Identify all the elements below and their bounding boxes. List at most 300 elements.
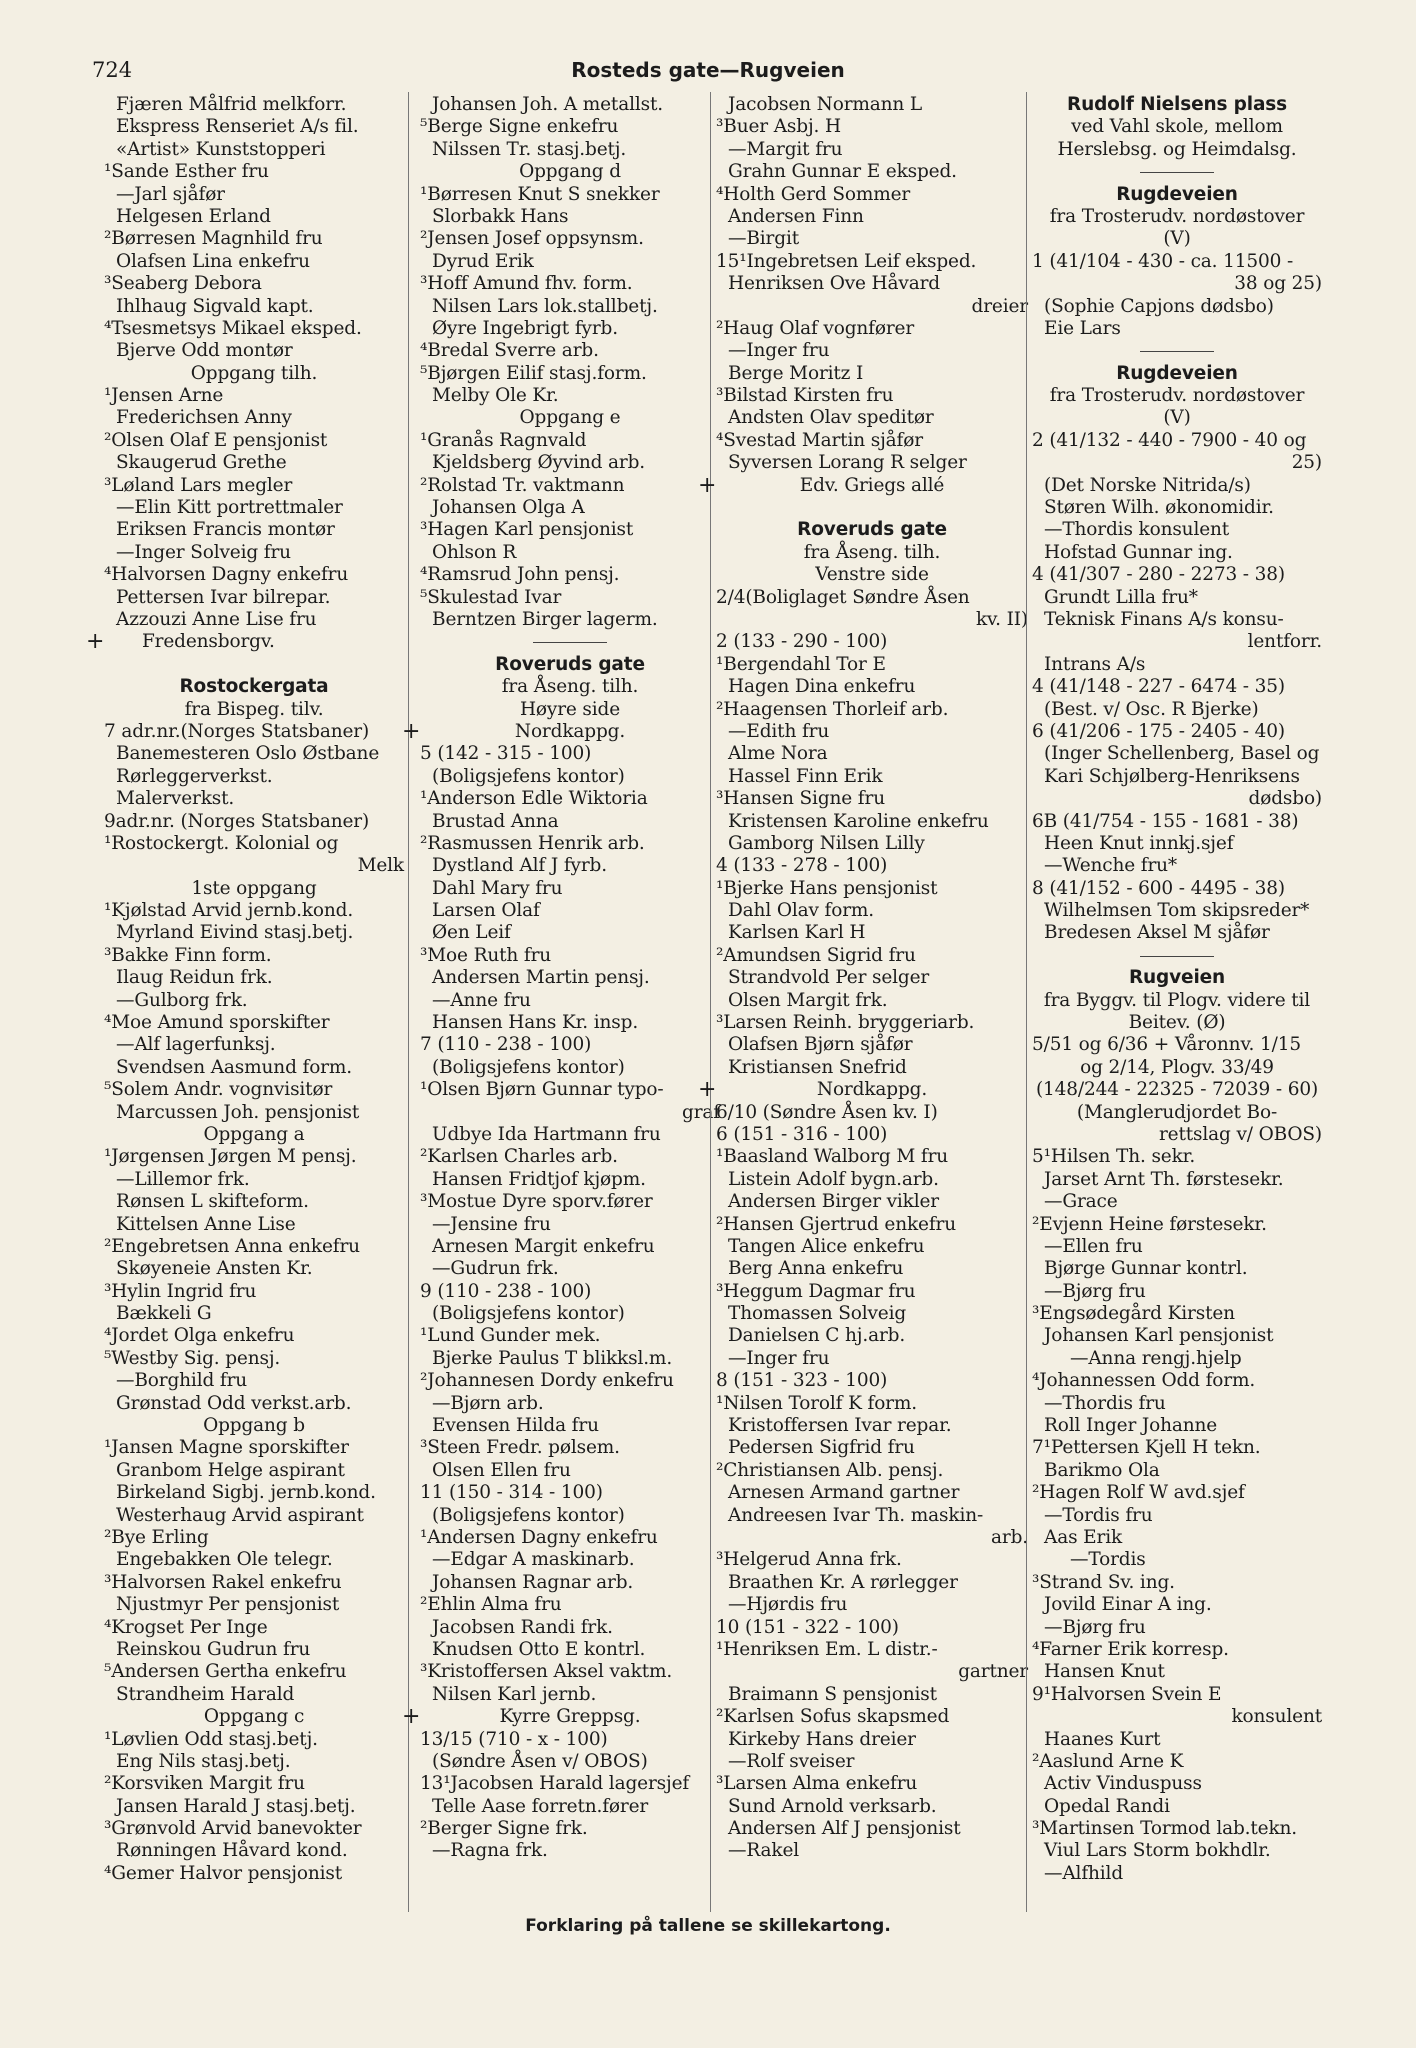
line-text: —Thordis konsulent [1044, 519, 1230, 541]
directory-line [1032, 251, 1322, 273]
line-text: ³Strand Sv. ing. [1032, 1571, 1175, 1593]
directory-line [1032, 228, 1322, 250]
line-text: —Edith fru [728, 720, 830, 742]
line-text: Hansen Hans Kr. insp. [432, 1012, 639, 1034]
directory-line [1032, 1460, 1322, 1482]
line-text: ¹Lund Gunder mek. [420, 1325, 601, 1347]
directory-line [402, 718, 720, 744]
line-text: fra Trosterudv. nordøstover [1049, 385, 1305, 407]
line-text: (Manglerudjordet Bo- [1076, 1101, 1278, 1123]
directory-line [716, 430, 1028, 452]
line-text: Reinskou Gudrun fru [116, 1638, 311, 1660]
line-text: ²Børresen Magnhild fru [104, 228, 323, 250]
directory-line [1032, 206, 1322, 228]
line-text: Grahn Gunnar E eksped. [728, 161, 957, 183]
line-text: Jansen Harald J stasj.betj. [116, 1795, 356, 1817]
directory-line [420, 1214, 720, 1236]
directory-line [1032, 1863, 1322, 1885]
line-text: ³Løland Lars megler [104, 474, 293, 496]
line-text: (Sophie Capjons dødsbo) [1044, 295, 1274, 317]
street-heading [1032, 967, 1322, 989]
directory-line [716, 1796, 1028, 1818]
line-text: Berg Anna enkefru [728, 1258, 904, 1280]
line-text: Dyrud Erik [432, 250, 534, 272]
line-text: Hansen Knut [1044, 1661, 1165, 1683]
directory-line [104, 497, 404, 519]
line-text: ³Grønvold Arvid banevokter [104, 1818, 362, 1840]
line-text: ⁵Skulestad Ivar [420, 586, 562, 608]
line-text: ¹Børresen Knut S snekker [420, 183, 660, 205]
directory-line [104, 228, 404, 250]
line-text: 9adr.nr. (Norges Statsbaner) [104, 810, 370, 832]
directory-line [104, 363, 404, 385]
directory-line [104, 1258, 404, 1280]
directory-line [104, 1370, 404, 1392]
line-text: Kristensen Karoline enkefru [728, 810, 989, 832]
directory-line [104, 1191, 404, 1213]
directory-line [104, 609, 404, 631]
line-text: Roveruds gate [797, 519, 947, 541]
line-text: Viul Lars Storm bokhdlr. [1044, 1840, 1271, 1862]
line-text: —Alf lagerfunksj. [116, 1034, 276, 1056]
crossing-marker-icon: + [698, 1077, 717, 1103]
line-text: Bjerke Paulus T blikksl.m. [432, 1347, 673, 1369]
line-text: ¹Løvlien Odd stasj.betj. [104, 1728, 318, 1750]
line-text: fra Trosterudv. nordøstover [1049, 205, 1305, 227]
directory-line [104, 967, 404, 989]
directory-line [716, 1281, 1028, 1303]
line-text: —Rakel [728, 1840, 800, 1862]
line-text: Olafsen Lina enkefru [116, 250, 310, 272]
directory-line [104, 519, 404, 541]
directory-line [1032, 1124, 1322, 1146]
directory-line [1032, 564, 1322, 586]
directory-line [104, 1146, 404, 1168]
directory-line [420, 116, 720, 138]
directory-line [104, 1684, 404, 1706]
directory-line [716, 900, 1028, 922]
line-text: Activ Vinduspuss [1044, 1773, 1202, 1795]
line-text: —Margit fru [728, 138, 843, 160]
directory-line [104, 1773, 404, 1795]
line-text: Andersen Martin pensj. [432, 967, 650, 989]
directory-line [716, 1124, 1028, 1146]
directory-line [716, 1818, 1028, 1840]
spacer [716, 497, 1028, 519]
directory-line [1032, 654, 1322, 676]
directory-line [420, 1124, 720, 1146]
line-text: ved Vahl skole, mellom [1071, 116, 1283, 138]
directory-line [420, 430, 720, 452]
line-text: Kyrre Greppsg. [499, 1706, 641, 1728]
directory-line [420, 676, 720, 698]
directory-line [1032, 519, 1322, 541]
directory-line [1032, 811, 1322, 833]
directory-line [420, 1012, 720, 1034]
directory-line [104, 94, 404, 116]
directory-line [716, 1393, 1028, 1415]
line-text: ³Hoff Amund fhv. form. [420, 273, 633, 295]
spacer [104, 654, 404, 676]
directory-line [420, 1594, 720, 1616]
directory-line [104, 452, 404, 474]
page-number: 724 [92, 58, 133, 82]
line-text: Svendsen Aasmund form. [116, 1056, 352, 1078]
street-heading [1032, 363, 1322, 385]
line-text: ⁴Jordet Olga enkefru [104, 1325, 295, 1347]
directory-line [104, 1706, 404, 1728]
directory-line [420, 967, 720, 989]
directory-line [420, 855, 720, 877]
line-text: Braathen Kr. A rørlegger [728, 1571, 958, 1593]
line-text: 2 (41/132 - 440 - 7900 - 40 og [1032, 429, 1307, 451]
line-text: Rudolf Nielsens plass [1066, 94, 1288, 115]
line-text: (Boligsjefens kontor) [432, 765, 625, 787]
line-text: 2 (133 - 290 - 100) [716, 631, 888, 653]
directory-line [420, 1482, 720, 1504]
line-text: Edv. Griegs allé [799, 474, 945, 496]
directory-line [1032, 1840, 1322, 1862]
line-text: Tangen Alice enkefru [728, 1235, 925, 1257]
line-text: 5 (142 - 315 - 100) [420, 743, 592, 765]
directory-line [104, 1437, 404, 1459]
line-text: Rønningen Håvard kond. [116, 1840, 348, 1862]
line-text: Herslebsg. og Heimdalsg. [1057, 138, 1297, 160]
line-text: (Boligsjefens kontor) [432, 1056, 625, 1078]
line-text: Pettersen Ivar bilrepar. [116, 586, 331, 608]
line-text: kv. II) [975, 608, 1028, 630]
line-text: Malerverkst. [116, 788, 235, 810]
line-text: Dahl Olav form. [728, 900, 875, 922]
line-text: ⁵Westby Sig. pensj. [104, 1347, 281, 1369]
line-text: —Lillemor frk. [116, 1168, 250, 1190]
directory-line [1032, 1146, 1322, 1168]
line-text: ¹Jensen Arne [104, 385, 224, 407]
directory-line [104, 1079, 404, 1101]
directory-line [104, 1281, 404, 1303]
line-text: (V) [1163, 407, 1191, 429]
crossing-marker-icon: + [402, 1704, 421, 1730]
line-text: Berge Moritz I [728, 362, 864, 384]
directory-line [420, 1079, 720, 1101]
directory-line [420, 1102, 720, 1124]
line-text: Johansen Joh. A metallst. [432, 94, 663, 115]
directory-line [420, 1527, 720, 1549]
directory-line [716, 788, 1028, 810]
line-text: Braimann S pensjonist [728, 1683, 937, 1705]
directory-line [104, 251, 404, 273]
line-text: (Boligsjefens kontor) [432, 1504, 625, 1526]
line-text: Nordkappg. [816, 1079, 928, 1101]
directory-line [420, 1796, 720, 1818]
directory-line [420, 228, 720, 250]
line-text: Andsten Olav speditør [728, 407, 934, 429]
directory-line [1032, 855, 1322, 877]
directory-line [716, 139, 1028, 161]
directory-line [1032, 116, 1322, 138]
line-text: fra Åseng. tilh. [803, 541, 941, 563]
directory-line [1032, 743, 1322, 765]
directory-line [420, 340, 720, 362]
directory-line [104, 945, 404, 967]
line-text: ²Evjenn Heine førstesekr. [1032, 1213, 1267, 1235]
line-text: Barikmo Ola [1044, 1459, 1160, 1481]
line-text: ²Jensen Josef oppsynsm. [420, 228, 644, 250]
line-text: dødsbo) [1248, 788, 1322, 810]
line-text: ³Mostue Dyre sporv.fører [420, 1191, 653, 1213]
directory-line [420, 519, 720, 541]
line-text: —Inger fru [728, 1347, 830, 1369]
directory-line [716, 1549, 1028, 1571]
line-text: ¹Granås Ragnvald [420, 429, 587, 451]
directory-line [716, 1303, 1028, 1325]
line-text: Teknisk Finans A/s konsu- [1044, 608, 1284, 630]
directory-line [716, 273, 1028, 295]
street-heading [716, 519, 1028, 541]
directory-line [420, 1818, 720, 1840]
line-text: 7¹Pettersen Kjell H tekn. [1032, 1437, 1261, 1459]
directory-line [420, 1057, 720, 1079]
directory-line [104, 900, 404, 922]
directory-line [420, 318, 720, 340]
line-text: —Anne fru [432, 989, 531, 1011]
directory-line [1032, 1191, 1322, 1213]
directory-line [420, 1661, 720, 1683]
directory-line [1032, 1796, 1322, 1818]
directory-line [104, 1034, 404, 1056]
directory-line [1032, 296, 1322, 318]
line-text: —Birgit [728, 228, 799, 250]
line-text: Opedal Randi [1044, 1795, 1170, 1817]
line-text: (Det Norske Nitrida/s) [1044, 474, 1251, 496]
directory-line [716, 407, 1028, 429]
line-text: ²Bye Erling [104, 1527, 209, 1548]
line-text: ²Karlsen Charles arb. [420, 1146, 618, 1168]
directory-line [420, 296, 720, 318]
line-text: ¹Henriksen Em. L distr.- [716, 1638, 938, 1660]
line-text: ⁴Gemer Halvor pensjonist [104, 1862, 342, 1884]
line-text: gartner [958, 1661, 1028, 1683]
line-text: Bredesen Aksel M sjåfør [1044, 922, 1270, 944]
directory-line [104, 475, 404, 497]
line-text: 6/10 (Søndre Åsen kv. I) [716, 1101, 938, 1123]
directory-line [420, 990, 720, 1012]
directory-line [104, 1729, 404, 1751]
directory-line [1032, 766, 1322, 788]
directory-line [420, 407, 720, 429]
directory-line [716, 363, 1028, 385]
directory-line [1032, 273, 1322, 295]
directory-line [1032, 1325, 1322, 1347]
directory-line [104, 1236, 404, 1258]
directory-line [420, 139, 720, 161]
directory-line [716, 1169, 1028, 1191]
line-text: ³Bilstad Kirsten fru [716, 385, 894, 407]
directory-line [1032, 900, 1322, 922]
line-text: —Elin Kitt portrettmaler [116, 497, 343, 519]
directory-line [1032, 1729, 1322, 1751]
line-text: Oppgang c [203, 1706, 305, 1728]
line-text: ¹Sande Esther fru [104, 161, 269, 183]
line-text: Arnesen Armand gartner [728, 1482, 960, 1504]
line-text: ⁴Halvorsen Dagny enkefru [104, 564, 349, 586]
line-text: ³Heggum Dagmar fru [716, 1280, 916, 1302]
directory-line [716, 833, 1028, 855]
directory-line [1032, 878, 1322, 900]
directory-line [86, 629, 404, 655]
line-text: Heen Knut innkj.sjef [1044, 832, 1234, 854]
line-text: 4 (41/307 - 280 - 2273 - 38) [1032, 564, 1285, 586]
directory-line [104, 1527, 404, 1549]
line-text: 15¹Ingebretsen Leif eksped. [716, 250, 977, 272]
directory-line [104, 855, 404, 877]
directory-line [104, 296, 404, 318]
column-1 [86, 94, 404, 1914]
directory-line [1032, 1214, 1322, 1236]
directory-line [1032, 1639, 1322, 1661]
directory-line [1032, 788, 1322, 810]
line-text: —Hjørdis fru [728, 1594, 848, 1616]
line-text: Rugdeveien [1116, 183, 1238, 205]
line-text: Skøyeneie Ansten Kr. [116, 1258, 313, 1280]
line-text: Andreesen Ivar Th. maskin- [728, 1504, 984, 1526]
line-text: Rørleggerverkst. [116, 765, 273, 787]
line-text: ¹Nilsen Torolf K form. [716, 1392, 917, 1414]
directory-line [1032, 1370, 1322, 1392]
directory-line [1032, 430, 1322, 452]
line-text: —Jarl sjåfør [116, 183, 225, 205]
directory-line [104, 430, 404, 452]
line-text: ⁴Farner Erik korresp. [1032, 1638, 1229, 1660]
line-text: Ihlhaug Sigvald kapt. [116, 295, 314, 317]
directory-line [420, 900, 720, 922]
line-text: Grundt Lilla fru* [1044, 586, 1198, 608]
line-text: Pedersen Sigfrid fru [728, 1437, 915, 1459]
directory-line [420, 1639, 720, 1661]
line-text: Berntzen Birger lagerm. [432, 608, 658, 630]
line-text: 38 og 25) [1234, 273, 1322, 295]
line-text: graf [682, 1101, 720, 1123]
line-text: 6 (41/206 - 175 - 2405 - 40) [1032, 720, 1285, 742]
line-text: (148/244 - 22325 - 72039 - 60) [1035, 1079, 1319, 1101]
line-text: Kittelsen Anne Lise [116, 1213, 296, 1235]
directory-line [716, 1505, 1028, 1527]
directory-line [104, 1057, 404, 1079]
directory-line [104, 1169, 404, 1191]
directory-line [104, 743, 404, 765]
line-text: Johansen Ragnar arb. [432, 1571, 634, 1593]
line-text: Jacobsen Normann L [728, 94, 923, 115]
line-text: Dystland Alf J fyrb. [432, 855, 607, 877]
line-text: ³Kristoffersen Aksel vaktm. [420, 1661, 673, 1683]
directory-line [104, 1303, 404, 1325]
directory-line [716, 609, 1028, 631]
line-text: ³Larsen Alma enkefru [716, 1773, 918, 1795]
line-text: ¹Olsen Bjørn Gunnar typo- [420, 1079, 664, 1101]
line-text: ²Christiansen Alb. pensj. [716, 1459, 944, 1481]
line-text: —Tordis fru [1044, 1504, 1153, 1526]
directory-line [1032, 497, 1322, 519]
directory-line [716, 94, 1028, 116]
line-text: Ekspress Renseriet A/s fil. [116, 116, 359, 138]
line-text: ¹Bjerke Hans pensjonist [716, 877, 938, 899]
line-text: Thomassen Solveig [728, 1303, 907, 1325]
line-text: 7 (110 - 238 - 100) [420, 1034, 592, 1056]
line-text: ³Bakke Finn form. [104, 944, 272, 966]
directory-line [1032, 1594, 1322, 1616]
line-text: Oppgang b [203, 1415, 305, 1437]
line-text: ²Hagen Rolf W avd.sjef [1032, 1482, 1245, 1504]
crossing-marker-icon: + [698, 472, 717, 498]
line-text: Rugveien [1128, 967, 1226, 989]
directory-line [1032, 475, 1322, 497]
directory-line [104, 385, 404, 407]
line-text: 1ste oppgang [191, 877, 317, 899]
line-text: Nordkappg. [514, 720, 626, 742]
line-text: Kristoffersen Ivar repar. [728, 1415, 952, 1437]
directory-line [104, 833, 404, 855]
directory-line [104, 1594, 404, 1616]
directory-line [420, 452, 720, 474]
directory-line [420, 743, 720, 765]
line-text: fra Bispeg. tilv. [184, 698, 324, 720]
section-rule [1032, 340, 1322, 362]
line-text: Oppgang a [203, 1123, 305, 1145]
directory-line [1032, 1773, 1322, 1795]
directory-line [420, 94, 720, 116]
directory-line [716, 1706, 1028, 1728]
line-text: Nilsen Karl jernb. [432, 1683, 597, 1705]
directory-line [420, 161, 720, 183]
line-text: Oppgang d [519, 161, 621, 183]
directory-line [1032, 1236, 1322, 1258]
line-text: Brustad Anna [432, 810, 559, 832]
line-text: Myrland Eivind stasj.betj. [116, 922, 354, 944]
line-text: Rønsen L skifteform. [116, 1191, 309, 1213]
directory-line [104, 139, 404, 161]
line-text: Grønstad Odd verkst.arb. [116, 1392, 352, 1414]
directory-line [104, 340, 404, 362]
directory-line [716, 631, 1028, 653]
line-text: ³Hagen Karl pensjonist [420, 519, 634, 541]
line-text: Strandheim Harald [116, 1683, 295, 1705]
line-text: 6 (151 - 316 - 100) [716, 1123, 888, 1145]
directory-line [1032, 1549, 1322, 1571]
line-text: Azzouzi Anne Lise fru [116, 608, 317, 630]
directory-line [716, 228, 1028, 250]
line-text: Oppgang tilh. [190, 362, 318, 384]
directory-line [1032, 1482, 1322, 1504]
line-text: —Edgar A maskinarb. [432, 1549, 635, 1571]
line-text: Danielsen C hj.arb. [728, 1325, 906, 1347]
line-text: Venstre side [815, 564, 929, 586]
directory-line [420, 1415, 720, 1437]
directory-line [104, 990, 404, 1012]
line-text: (Best. v/ Osc. R Bjerke) [1044, 698, 1259, 720]
directory-line [104, 721, 404, 743]
directory-line [716, 811, 1028, 833]
directory-line [716, 385, 1028, 407]
directory-line [420, 1549, 720, 1571]
directory-line [1032, 1057, 1322, 1079]
directory-line [1032, 631, 1322, 653]
page-header [0, 58, 1416, 88]
line-text: —Alfhild [1044, 1862, 1124, 1884]
directory-line [716, 1773, 1028, 1795]
directory-line [716, 922, 1028, 944]
line-text: —Rolf sveiser [728, 1750, 855, 1772]
directory-line [420, 699, 720, 721]
